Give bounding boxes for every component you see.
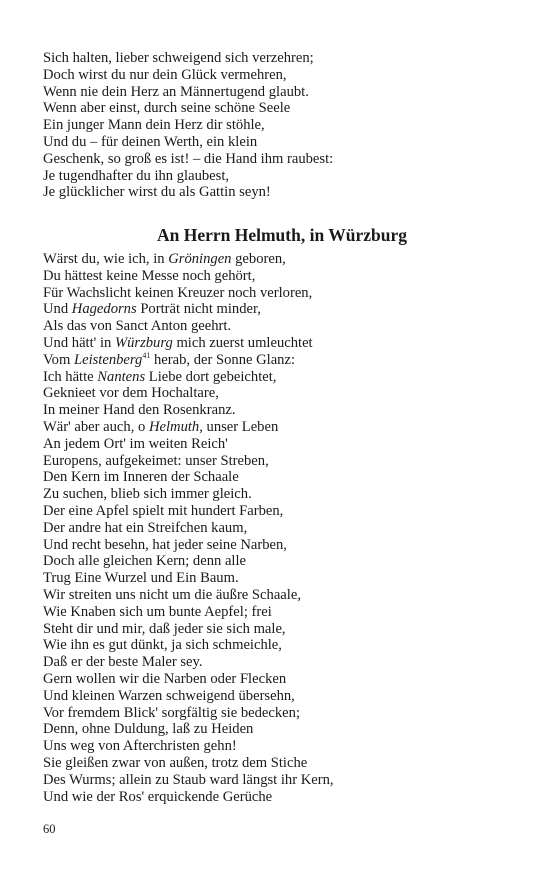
verse-line	[43, 117, 513, 134]
poem-title: An Herrn Helmuth, in Würzburg	[156, 225, 408, 245]
verse-line	[43, 134, 513, 151]
verse-text: Gekniеet vor dem Hochaltare,	[43, 385, 219, 402]
page-number: 60	[43, 822, 56, 836]
verse-line	[43, 168, 513, 185]
footnote-marker[interactable]: 41	[142, 350, 151, 360]
verse-text: Je glücklicher wirst du als Gattin seyn!	[43, 184, 271, 201]
italic-name: Helmuth,	[148, 418, 203, 435]
verse-text: An jedem Ort' im weiten Reich'	[43, 435, 228, 452]
verse-line	[43, 335, 513, 352]
verse-line	[43, 738, 513, 755]
verse-line	[43, 436, 513, 453]
italic-name: Hagedorns	[71, 301, 137, 318]
verse-text: Und recht besehn, hat jeder seine Narben,	[43, 536, 287, 553]
verse-line	[43, 50, 513, 67]
verse-line	[43, 251, 513, 268]
verse-text: Daß er der beste Maler sey.	[43, 654, 203, 671]
verse-line	[43, 654, 513, 671]
verse-text: Und kleinen Warzen schweigend übersehn,	[43, 687, 295, 704]
verse-text: Denn, ohne Duldung, laß zu Heiden	[43, 721, 254, 738]
poem-body	[43, 251, 513, 805]
verse-line	[43, 520, 513, 537]
verse-line	[43, 151, 513, 168]
italic-name: Würzburg	[114, 334, 173, 351]
verse-text: Sich halten, lieber schweigend sich verzehren;	[43, 50, 314, 66]
verse-text: Trug Eine Wurzel und Ein Baum.	[43, 570, 239, 587]
verse-text: Geschenk, so groß es ist! – die Hand ihm raubest:	[43, 150, 334, 167]
verse-line	[43, 637, 513, 654]
verse-line	[43, 486, 513, 503]
verse-text: Porträt nicht minder,	[136, 301, 261, 318]
italic-name: Gröningen	[168, 251, 232, 267]
verse-text: Der eine Apfel spielt mit hundert Farben,	[43, 502, 284, 519]
verse-line	[43, 469, 513, 486]
verse-line	[43, 67, 513, 84]
verse-line	[43, 789, 513, 806]
verse-line	[43, 301, 513, 318]
verse-text: Den Kern im Inneren der Schaale	[43, 469, 239, 486]
verse-text: Ich hätte	[43, 368, 98, 385]
verse-line	[43, 84, 513, 101]
italic-name: Nantens	[97, 368, 146, 385]
verse-line	[43, 604, 513, 621]
verse-text: herab, der Sonne Glanz:	[150, 351, 296, 368]
verse-text: Europens, aufgekeimet: unser Streben,	[43, 452, 269, 469]
verse-text: Und hätt' in	[43, 334, 115, 351]
verse-text: Für Wachslicht keinen Kreuzer noch verloren,	[43, 284, 313, 301]
italic-name: Leistenberg	[73, 351, 143, 368]
verse-text: Wär' aber auch, o	[43, 418, 149, 435]
verse-text: Doch wirst du nur dein Glück vermehren,	[43, 66, 287, 83]
verse-text: Als das von Sanct Anton geehrt.	[43, 318, 232, 335]
verse-text: Doch alle gleichen Kern; denn alle	[43, 553, 247, 570]
verse-text: Und du – für deinen Werth, ein klein	[43, 133, 258, 150]
verse-line	[43, 402, 513, 419]
verse-line	[43, 671, 513, 688]
verse-text: Liebe dort gebeichtet,	[145, 368, 277, 385]
verse-line	[43, 772, 513, 789]
verse-text: Wie ihn es gut dünkt, ja sich schmeichle,	[43, 637, 282, 654]
verse-text: geboren,	[231, 251, 286, 267]
verse-line	[43, 721, 513, 738]
verse-text: Je tugendhafter du ihn glaubest,	[43, 167, 230, 184]
verse-line	[43, 385, 513, 402]
verse-text: Vor fremdem Blick' sorgfältig sie bedecken;	[43, 704, 301, 721]
verse-line	[43, 184, 513, 201]
verse-line	[43, 352, 513, 369]
verse-text: Vom	[43, 351, 74, 368]
verse-text: Wärst du, wie ich, in	[43, 251, 169, 267]
verse-line	[43, 587, 513, 604]
verse-text: mich zuerst umleuchtet	[172, 334, 313, 351]
verse-text: Gern wollen wir die Narben oder Flecken	[43, 670, 287, 687]
verse-text: unser Leben	[202, 418, 279, 435]
verse-line	[43, 537, 513, 554]
verse-line	[43, 755, 513, 772]
previous-poem-ending	[43, 50, 513, 201]
verse-text: Uns weg von Afterchristen gehn!	[43, 738, 237, 755]
verse-line	[43, 705, 513, 722]
verse-line	[43, 268, 513, 285]
verse-text: Der andre hat ein Streifchen kaum,	[43, 519, 248, 536]
verse-line	[43, 453, 513, 470]
verse-line	[43, 553, 513, 570]
verse-text: Und	[43, 301, 72, 318]
verse-text: Du hättest keine Messe noch gehört,	[43, 267, 256, 284]
verse-text: Wir streiten uns nicht um die äußre Schaale,	[43, 586, 301, 603]
verse-line	[43, 285, 513, 302]
verse-text: Des Wurms; allein zu Staub ward längst ihr Kern,	[43, 771, 334, 788]
verse-text: Wenn aber einst, durch seine schöne Seele	[43, 100, 291, 117]
verse-line	[43, 318, 513, 335]
verse-text: Steht dir und mir, daß jeder sie sich male,	[43, 620, 286, 637]
verse-text: Zu suchen, blieb sich immer gleich.	[43, 486, 252, 503]
verse-line	[43, 621, 513, 638]
verse-text: Wenn nie dein Herz an Männertugend glaubt.	[43, 83, 309, 100]
verse-line	[43, 419, 513, 436]
verse-text: Wie Knaben sich um bunte Aepfel; frei	[43, 603, 272, 620]
verse-text: Und wie der Ros' erquickende Gerüche	[43, 788, 273, 805]
verse-text: Sie gleißen zwar von außen, trotz dem Stiche	[43, 754, 308, 771]
verse-line	[43, 100, 513, 117]
verse-text: Ein junger Mann dein Herz dir stöhle,	[43, 117, 265, 134]
verse-line	[43, 503, 513, 520]
verse-text: In meiner Hand den Rosenkranz.	[43, 402, 236, 419]
verse-line	[43, 369, 513, 386]
verse-line	[43, 688, 513, 705]
verse-line	[43, 570, 513, 587]
